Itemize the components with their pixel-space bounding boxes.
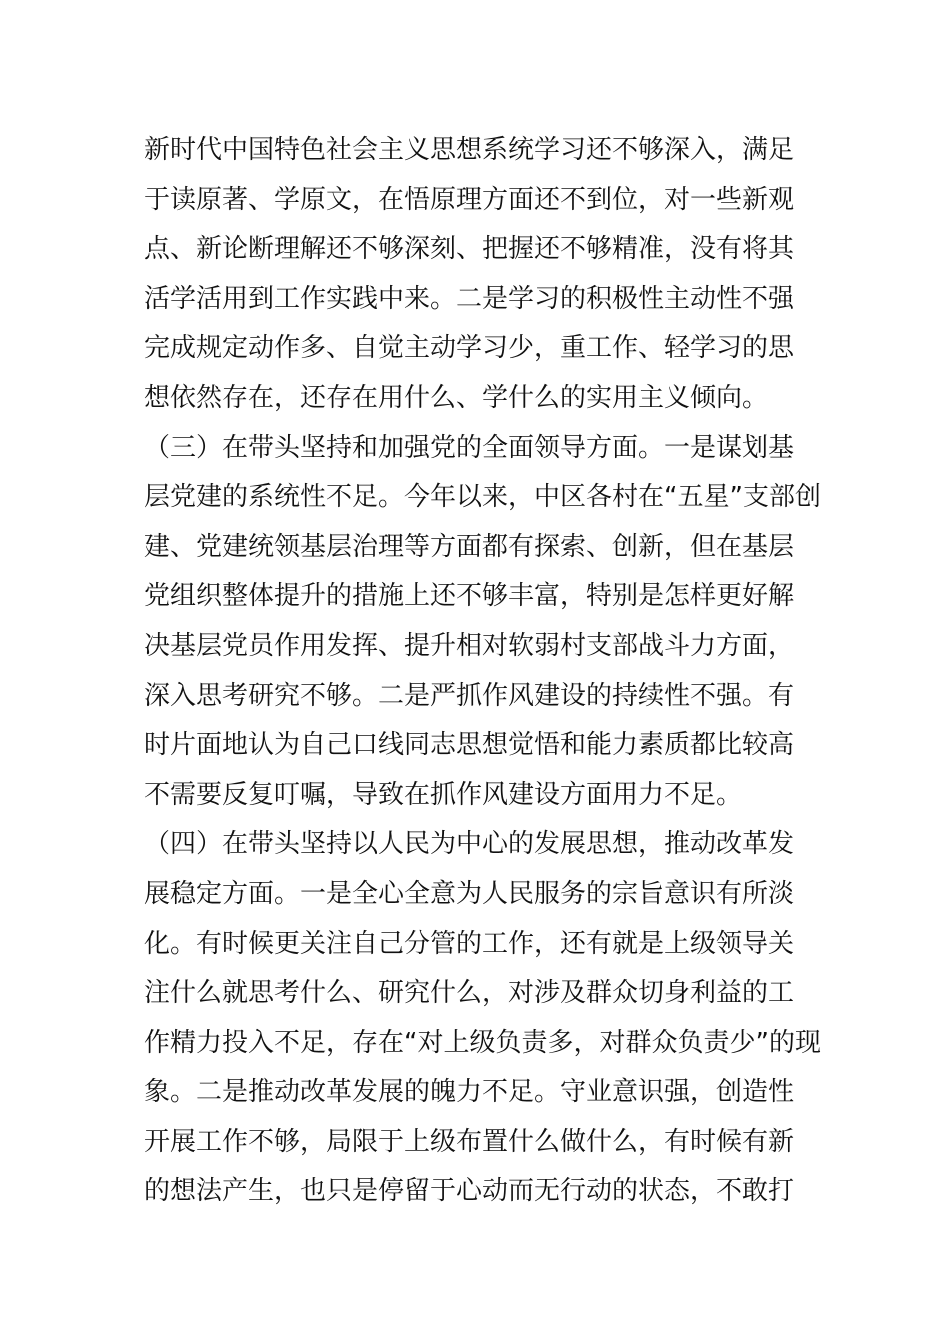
text-line: 完成规定动作多、自觉主动学习少，重工作、轻学习的思 bbox=[144, 333, 795, 364]
text-line: 不需要反复叮嘱，导致在抓作风建设方面用力不足。 bbox=[144, 779, 743, 810]
text-line: 展稳定方面。一是全心全意为人民服务的宗旨意识有所淡 bbox=[144, 878, 795, 909]
text-line: 化。有时候更关注自己分管的工作，还有就是上级领导关 bbox=[144, 928, 795, 959]
body-text bbox=[144, 126, 824, 1217]
text-line: 新时代中国特色社会主义思想系统学习还不够深入，满足 bbox=[144, 135, 795, 165]
text-line: 层党建的系统性不足。今年以来，中区各村在“五星”支部创 bbox=[144, 482, 821, 513]
text-line: 时片面地认为自己口线同志思想觉悟和能力素质都比较高 bbox=[144, 730, 795, 761]
section-heading-line: （三）在带头坚持和加强党的全面领导方面。一是谋划基 bbox=[144, 432, 795, 463]
text-line: 深入思考研究不够。二是严抓作风建设的持续性不强。有 bbox=[144, 680, 795, 711]
section-heading-line: （四）在带头坚持以人民为中心的发展思想，推动改革发 bbox=[144, 829, 795, 860]
text-line: 建、党建统领基层治理等方面都有探索、创新，但在基层 bbox=[144, 531, 795, 562]
text-line: 活学活用到工作实践中来。二是学习的积极性主动性不强 bbox=[144, 283, 795, 314]
text-line: 作精力投入不足，存在“对上级负责多，对群众负责少”的现 bbox=[144, 1027, 821, 1058]
text-line: 的想法产生，也只是停留于心动而无行动的状态，不敢打 bbox=[144, 1176, 795, 1207]
text-line: 党组织整体提升的措施上还不够丰富，特别是怎样更好解 bbox=[144, 581, 795, 612]
text-line: 注什么就思考什么、研究什么，对涉及群众切身利益的工 bbox=[144, 978, 795, 1009]
text-line: 想依然存在，还存在用什么、学什么的实用主义倾向。 bbox=[144, 382, 769, 413]
text-line: 决基层党员作用发挥、提升相对软弱村支部战斗力方面， bbox=[144, 630, 795, 661]
text-line: 象。二是推动改革发展的魄力不足。守业意识强，创造性 bbox=[144, 1077, 795, 1108]
text-line: 开展工作不够，局限于上级布置什么做什么，有时候有新 bbox=[144, 1126, 795, 1157]
text-line: 于读原著、学原文，在悟原理方面还不到位，对一些新观 bbox=[144, 184, 795, 215]
text-line: 点、新论断理解还不够深刻、把握还不够精准，没有将其 bbox=[144, 234, 795, 265]
